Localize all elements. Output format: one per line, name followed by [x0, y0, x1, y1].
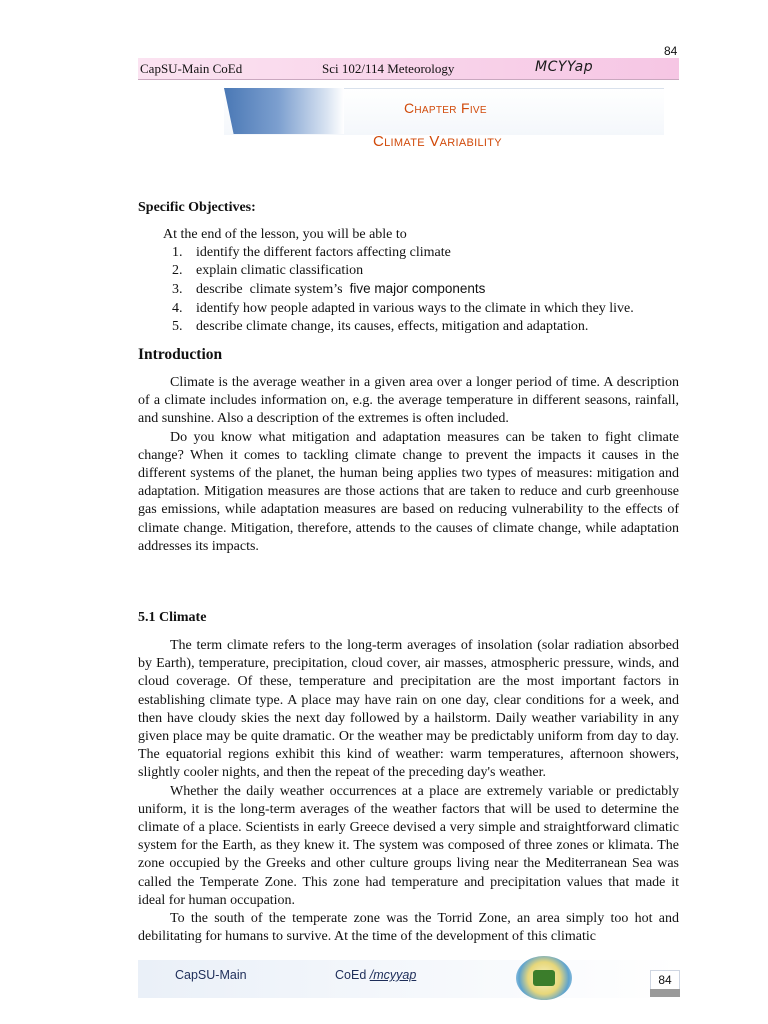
- page-number-top: 84: [664, 44, 678, 58]
- chapter-banner-accent: [224, 88, 344, 134]
- list-item: 3. describe climate system’s five major components: [172, 281, 486, 298]
- paragraph: Whether the daily weather occurrences at a place are extremely variable or predictably uniform, it is the long-term averages of the weather factors that will be used to determine the climate of a place. Scientists in early Greece devised a very simple and straightforward climatic system for the Earth, as they knew it. The system was composed of three zones or klimata. The zone occupied by the Greeks and other culture groups living near the Mediterranean Sea was called the Temperate Zone. This zone had temperature and precipitation values that made it ideal for human occupation.: [138, 783, 679, 908]
- footer-institution: CapSU-Main: [175, 968, 247, 982]
- objectives-heading: Specific Objectives:: [138, 200, 256, 215]
- paragraph: Do you know what mitigation and adaptation measures can be taken to fight climate change? When it comes to tackling climate change to prevent the impacts it causes in the different systems of the planet, the human being applies two types of measures: mitigation and adaptation. Mitigation measures are those actions that are taken to reduce and curb greenhouse gas emissions, while adaptation measures are based on reducing vulnerability to the effects of climate change. Mitigation, therefore, attends to the causes of climate change, while adaptation addresses its impacts.: [138, 429, 679, 554]
- introduction-heading: Introduction: [138, 346, 223, 363]
- list-item: 4. identify how people adapted in various ways to the climate in which they live.: [172, 300, 634, 316]
- page-number-bottom: 84: [650, 970, 680, 990]
- objectives-list: [172, 244, 634, 336]
- list-item: 2. explain climatic classification: [172, 263, 364, 279]
- list-item: 5. describe climate change, its causes, effects, mitigation and adaptation.: [172, 318, 589, 334]
- chapter-label: Chapter Five: [404, 100, 487, 116]
- header-author: MCYYap: [535, 59, 594, 75]
- header-institution: CapSU-Main CoEd: [140, 61, 243, 76]
- footer-college: CoEd /mcyyap: [335, 968, 417, 982]
- objectives-intro: At the end of the lesson, you will be able to: [163, 227, 407, 242]
- header-course: Sci 102/114 Meteorology: [322, 61, 455, 76]
- list-item: 1. identify the different factors affecting climate: [172, 245, 451, 260]
- seal-emblem: [533, 970, 555, 986]
- paragraph: Climate is the average weather in a given area over a longer period of time. A description of a climate includes information on, e.g. the average temperature in different seasons, rainfall, and sunshine. Also a description of the extremes is often included.: [138, 375, 679, 427]
- paragraph: To the south of the temperate zone was the Torrid Zone, an area simply too hot and debilitating for humans to survive. At the time of the development of this climatic: [138, 911, 679, 945]
- objective-highlight: five major components: [349, 281, 486, 297]
- section-body: [138, 637, 679, 946]
- footer-signature: /mcyyap: [369, 968, 417, 982]
- section-heading: 5.1 Climate: [138, 610, 207, 625]
- introduction-body: [138, 374, 679, 556]
- page-number-shadow: [650, 989, 680, 997]
- paragraph: The term climate refers to the long-term averages of insolation (solar radiation absorbed by Earth), temperature, precipitation, cloud cover, air masses, atmospheric pressure, winds, and cloud coverage. Of these, temperature and precipitation are the most important factors in establishing climate type. A place may have rain on one day, clear conditions for a week, and then have cloudy skies the next day followed by a hailstorm. Daily weather variability in any given place may be quite dramatic. Or the weather may be predictably uniform from day to day. The equatorial regions exhibit this kind of weather: warm temperatures, afternoon showers, slightly cooler nights, and then the repeat of the preceding day's weather.: [138, 638, 679, 781]
- chapter-title: Climate Variability: [373, 133, 502, 150]
